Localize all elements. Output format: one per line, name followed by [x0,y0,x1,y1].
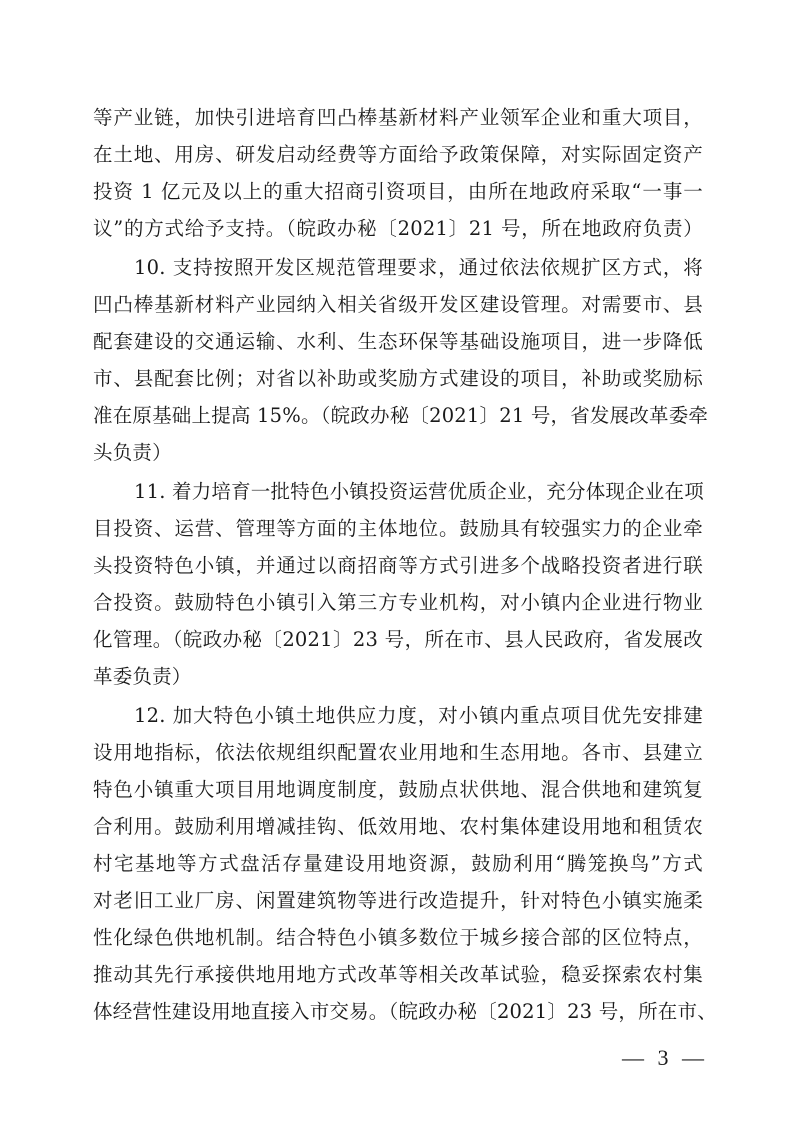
body-text-line: 体经营性建设用地直接入市交易。（皖政办秘〔2021〕23 号，所在市、 [93,1000,717,1023]
body-text-line: 对老旧工业厂房、闲置建筑物等进行改造提升，针对特色小镇实施柔 [93,889,703,912]
page-number: — 3 — [622,1045,708,1070]
body-text-line: 设用地指标，依法依规组织配置农业用地和生态用地。各市、县建立 [93,741,703,764]
body-text-line: 推动其先行承接供地用地方式改革等相关改革试验，稳妥探索农村集 [93,963,703,986]
body-text-line: 配套建设的交通运输、水利、生态环保等基础设施项目，进一步降低 [93,330,703,353]
body-text-line: 特色小镇重大项目用地调度制度，鼓励点状供地、混合供地和建筑复 [93,778,703,801]
body-text-line: 合投资。鼓励特色小镇引入第三方专业机构，对小镇内企业进行物业 [93,591,703,614]
body-text-line: 在土地、用房、研发启动经费等方面给予政策保障，对实际固定资产 [93,143,703,166]
body-text-line: 等产业链，加快引进培育凹凸棒基新材料产业领军企业和重大项目， [93,106,703,129]
body-text-line: 村宅基地等方式盘活存量建设用地资源，鼓励利用“腾笼换鸟”方式 [93,852,703,875]
body-text-line: 投资 1 亿元及以上的重大招商引资项目，由所在地政府采取“一事一 [93,180,703,203]
body-text-line: 合利用。鼓励利用增减挂钩、低效用地、农村集体建设用地和租赁农 [93,815,703,838]
body-text-line: 目投资、运营、管理等方面的主体地位。鼓励具有较强实力的企业牵 [93,517,703,540]
body-text-line: 头投资特色小镇，并通过以商招商等方式引进多个战略投资者进行联 [93,554,703,577]
body-text-line: 凹凸棒基新材料产业园纳入相关省级开发区建设管理。对需要市、县 [93,293,703,316]
paragraph-11-first-line: 11. 着力培育一批特色小镇投资运营优质企业，充分体现企业在项 [134,480,704,503]
body-text-line: 头负责） [93,441,172,464]
body-text-line: 准在原基础上提高 15%。（皖政办秘〔2021〕21 号，省发展改革委牵 [93,404,709,427]
body-text-line: 革委负责） [93,665,192,688]
paragraph-10-first-line: 10. 支持按照开发区规范管理要求，通过依法依规扩区方式，将 [134,256,703,279]
body-text-line: 性化绿色供地机制。结合特色小镇多数位于城乡接合部的区位特点， [93,926,703,949]
paragraph-12-first-line: 12. 加大特色小镇土地供应力度，对小镇内重点项目优先安排建 [134,704,703,727]
body-text-line: 化管理。（皖政办秘〔2021〕23 号，所在市、县人民政府，省发展改 [93,628,703,651]
body-text-line: 议”的方式给予支持。（皖政办秘〔2021〕21 号，所在地政府负责） [93,217,703,240]
body-text-line: 市、县配套比例；对省以补助或奖励方式建设的项目，补助或奖励标 [93,367,703,390]
